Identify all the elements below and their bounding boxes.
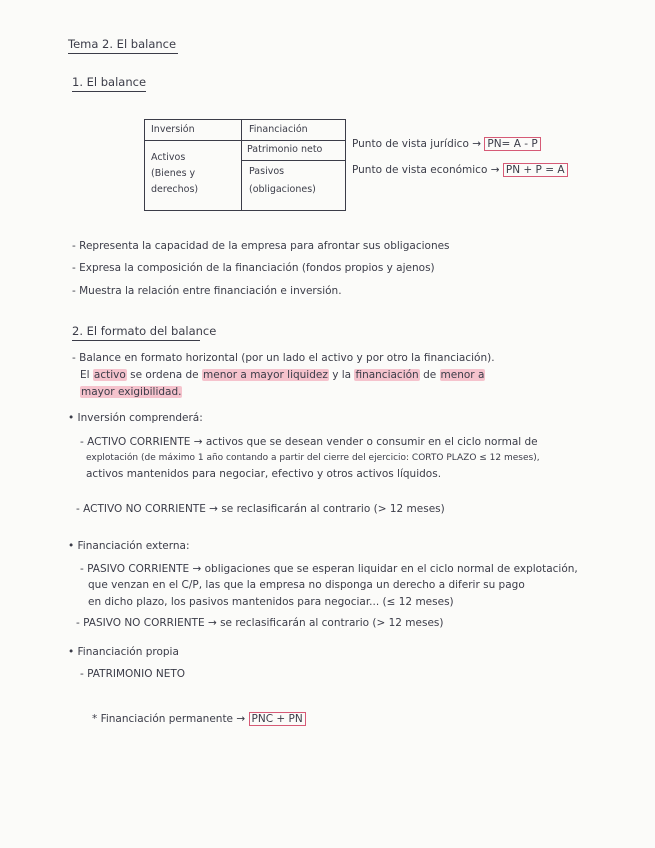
table-patrimonio: Patrimonio neto <box>247 144 323 155</box>
balance-table <box>144 119 346 211</box>
financiacion-propia-title: • Financiación propia <box>68 646 179 658</box>
hl-menor-mayor-liquidez: menor a mayor liquidez <box>203 369 328 381</box>
table-pasivos-1: Pasivos <box>249 166 285 177</box>
section2-underline <box>72 340 200 341</box>
text-se-ordena: se ordena de <box>130 369 199 381</box>
arrow-icon: → <box>490 164 500 176</box>
text-de: de <box>423 369 437 381</box>
arrow-icon: → <box>236 713 246 725</box>
ac-line-2: explotación (de máximo 1 año contando a partir del cierre del ejercicio: CORTO PLAZO ≤ 12 meses), <box>86 453 540 463</box>
juridico-label: Punto de vista jurídico <box>352 138 469 150</box>
pc-line-1: - PASIVO CORRIENTE → obligaciones que se esperan liquidar en el ciclo normal de explotación, <box>80 563 578 575</box>
table-pasivos-2: (obligaciones) <box>249 184 316 195</box>
financiacion-permanente-label: * Financiación permanente <box>92 713 234 725</box>
juridico-row <box>352 138 541 151</box>
ac-line-1: - ACTIVO CORRIENTE → activos que se desean vender o consumir en el ciclo normal de <box>80 436 538 448</box>
tema-underline <box>68 53 178 54</box>
economico-row <box>352 164 568 177</box>
economico-formula: PN + P = A <box>503 163 568 177</box>
bullet-1: - Representa la capacidad de la empresa para afrontar sus obligaciones <box>72 240 450 252</box>
formato-line-1: - Balance en formato horizontal (por un lado el activo y por otro la financiación). <box>72 352 495 364</box>
text-y-la: y la <box>332 369 352 381</box>
table-activos-2: (Bienes y <box>151 168 196 179</box>
economico-label: Punto de vista económico <box>352 164 488 176</box>
pn-line: - PATRIMONIO NETO <box>80 668 186 680</box>
hl-activo: activo <box>93 369 126 381</box>
section1-title: 1. El balance <box>72 75 147 89</box>
formato-line-3 <box>80 386 182 399</box>
section2-title: 2. El formato del balance <box>72 324 217 338</box>
table-header-financiacion: Financiación <box>249 124 308 135</box>
financiacion-permanente-row <box>92 713 306 726</box>
table-activos-1: Activos <box>151 152 186 163</box>
section1-underline <box>72 91 146 92</box>
hl-financiacion: financiación <box>355 369 419 381</box>
financiacion-externa-title: • Financiación externa: <box>68 540 190 552</box>
table-header-inversion: Inversión <box>151 124 195 135</box>
tema-title: Tema 2. El balance <box>68 37 177 51</box>
hl-mayor-exigibilidad: mayor exigibilidad. <box>81 386 182 398</box>
text-el: El <box>80 369 90 381</box>
arrow-icon: → <box>472 138 482 150</box>
pc-line-3: en dicho plazo, los pasivos mantenidos para negociar... (≤ 12 meses) <box>88 596 454 608</box>
anc-line: - ACTIVO NO CORRIENTE → se reclasificarán al contrario (> 12 meses) <box>76 503 445 515</box>
bullet-2: - Expresa la composición de la financiación (fondos propios y ajenos) <box>72 262 435 274</box>
table-activos-3: derechos) <box>151 184 199 195</box>
financiacion-permanente-formula: PNC + PN <box>249 712 306 726</box>
formato-line-2 <box>80 369 485 382</box>
hl-menor-a: menor a <box>440 369 485 381</box>
pnc-line: - PASIVO NO CORRIENTE → se reclasificarán al contrario (> 12 meses) <box>76 617 444 629</box>
inversion-title: • Inversión comprenderá: <box>68 412 203 424</box>
ac-line-3: activos mantenidos para negociar, efectivo y otros activos líquidos. <box>86 468 442 480</box>
bullet-3: - Muestra la relación entre financiación e inversión. <box>72 285 342 297</box>
pc-line-2: que venzan en el C/P, las que la empresa no disponga un derecho a diferir su pago <box>88 579 525 591</box>
juridico-formula: PN= A - P <box>484 137 540 151</box>
